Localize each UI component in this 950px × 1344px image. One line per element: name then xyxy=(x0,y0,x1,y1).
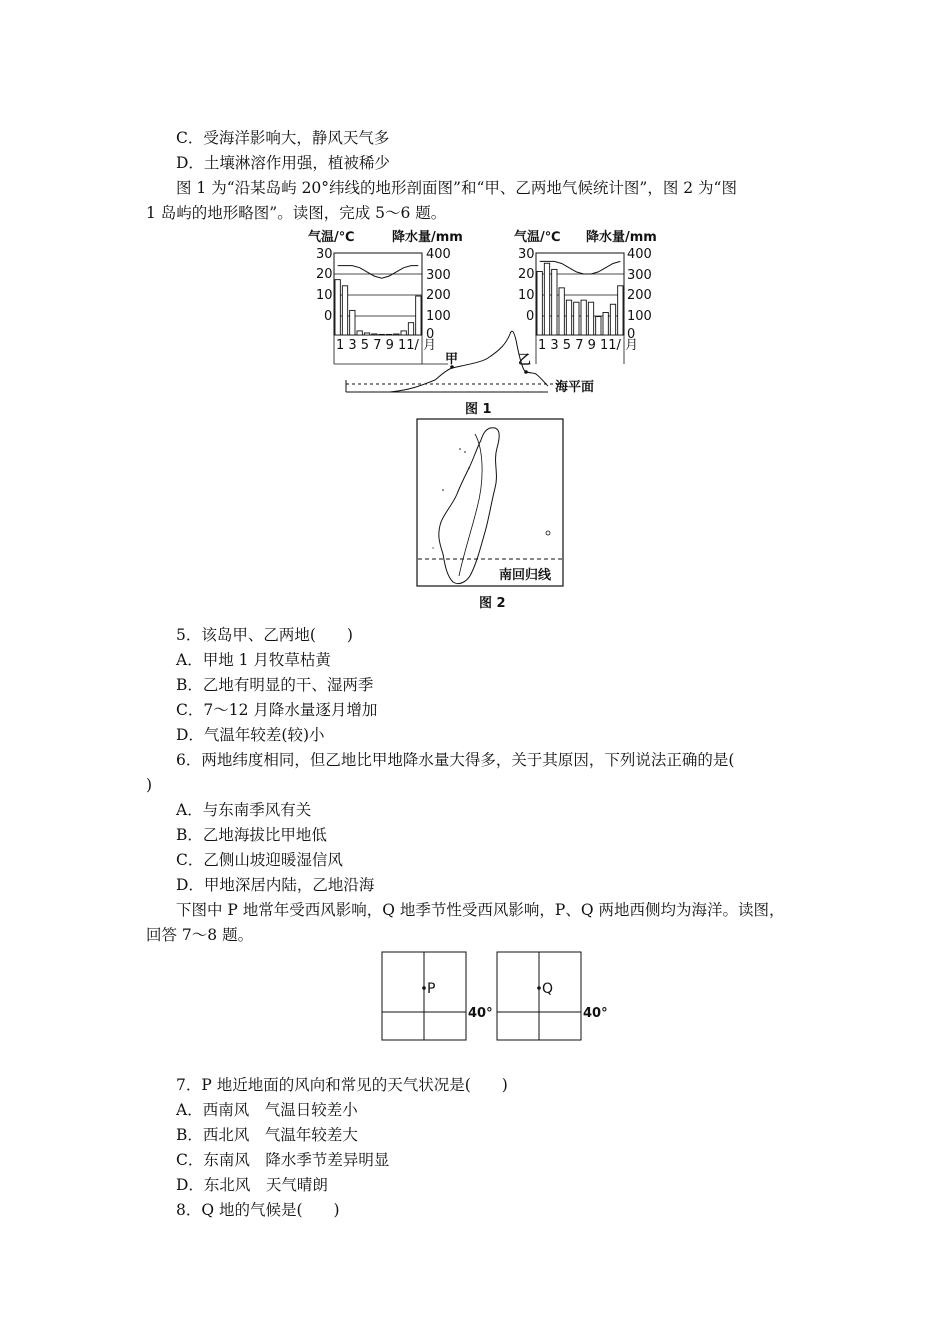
jia-rain-bar xyxy=(350,310,355,335)
yi-rain-bar xyxy=(596,317,601,335)
q6-option-d: D．甲地深居内陆，乙地沿海 xyxy=(176,876,375,894)
label-p: P xyxy=(427,981,436,997)
jia-rain-bar xyxy=(394,334,399,335)
q8-stem: 8．Q 地的气候是( ) xyxy=(176,1201,340,1219)
q5-option-c: C．7～12 月降水量逐月增加 xyxy=(176,701,378,719)
yi-rain-bar xyxy=(574,302,579,335)
jia-rain-bar xyxy=(386,334,391,335)
yi-rain-bar xyxy=(566,300,571,335)
yi-rain-bar xyxy=(552,269,557,335)
tropic-label: 南回归线 xyxy=(499,568,552,583)
left-rain-tick: 400 xyxy=(426,247,451,262)
jia-rain-bar xyxy=(342,286,347,335)
option-d-prev: D．土壤淋溶作用强，植被稀少 xyxy=(176,154,390,172)
jia-rain-bar xyxy=(379,334,384,335)
q6-stem: 6．两地纬度相同，但乙地比甲地降水量大得多，关于其原因，下列说法正确的是( xyxy=(176,751,735,769)
right-month-labels: 1 3 5 7 9 11/ 月 xyxy=(538,338,639,353)
yi-rain-bar xyxy=(537,271,542,335)
q6-stem-cont: ) xyxy=(146,776,153,794)
yi-rain-bar xyxy=(610,304,615,335)
label-q: Q xyxy=(542,981,554,997)
lat-label-right: 40° xyxy=(583,1006,608,1021)
jia-rain-bar xyxy=(357,331,362,335)
right-rain-label: 降水量/mm xyxy=(586,230,657,245)
left-temp-tick: 10 xyxy=(316,288,333,303)
lat-label-left: 40° xyxy=(468,1006,493,1021)
left-rain-tick: 200 xyxy=(426,288,451,303)
intro1-line2: 1 岛屿的地形略图”。读图，完成 5～6 题。 xyxy=(146,204,447,222)
right-rain-tick: 100 xyxy=(627,309,652,324)
figure-3-grids xyxy=(380,950,620,1042)
q7-stem: 7．P 地近地面的风向和常见的天气状况是( ) xyxy=(176,1076,508,1094)
yi-rain-bar xyxy=(618,286,623,335)
figure-2-caption: 图 2 xyxy=(479,596,506,611)
right-rain-tick: 300 xyxy=(627,268,652,283)
q5-option-a: A．甲地 1 月牧草枯黄 xyxy=(176,651,331,669)
intro2-line2: 回答 7～8 题。 xyxy=(146,926,254,944)
q6-option-b: B．乙地海拔比甲地低 xyxy=(176,826,327,844)
option-c-prev: C．受海洋影响大，静风天气多 xyxy=(176,129,390,147)
intro1-line1: 图 1 为“沿某岛屿 20°纬线的地形剖面图”和“甲、乙两地气候统计图”，图 2 为“图 xyxy=(176,179,737,197)
q6-option-a: A．与东南季风有关 xyxy=(176,801,312,819)
figure-1-caption: 图 1 xyxy=(465,402,492,417)
jia-rain-bar xyxy=(372,334,377,335)
yi-rain-bar xyxy=(581,300,586,335)
q7-option-a: A．西南风 气温日较差小 xyxy=(176,1101,358,1119)
left-temp-label: 气温/℃ xyxy=(308,230,355,245)
right-rain-tick: 0 xyxy=(627,327,636,342)
left-temp-tick: 30 xyxy=(316,247,333,262)
left-rain-tick: 0 xyxy=(426,327,435,342)
left-rain-tick: 300 xyxy=(426,268,451,283)
left-temp-tick: 0 xyxy=(324,309,333,324)
label-jia: 甲 xyxy=(445,352,459,367)
q7-option-d: D．东北风 天气晴朗 xyxy=(176,1176,328,1194)
jia-rain-bar xyxy=(401,331,406,335)
left-rain-tick: 100 xyxy=(426,309,451,324)
island-outline xyxy=(439,428,499,584)
left-temp-tick: 20 xyxy=(316,267,333,282)
right-rain-tick: 200 xyxy=(627,288,652,303)
jia-temp-line xyxy=(338,266,419,279)
jia-rain-bar xyxy=(364,333,369,335)
right-temp-tick: 20 xyxy=(518,267,535,282)
right-temp-label: 气温/℃ xyxy=(514,230,561,245)
right-temp-tick: 10 xyxy=(518,288,535,303)
intro2-line1: 下图中 P 地常年受西风影响，Q 地季节性受西风影响，P、Q 两地西侧均为海洋。读图， xyxy=(176,901,785,919)
yi-rain-bar xyxy=(559,288,564,335)
yi-rain-bar xyxy=(544,263,549,335)
q5-option-d: D．气温年较差(较)小 xyxy=(176,726,325,744)
jia-rain-bar xyxy=(335,280,340,335)
yi-rain-bar xyxy=(603,312,608,335)
q6-option-c: C．乙侧山坡迎暖湿信风 xyxy=(176,851,343,869)
figure-2-map xyxy=(415,418,565,588)
yi-rain-bar xyxy=(588,302,593,335)
figure-1 xyxy=(300,224,660,402)
q5-stem: 5．该岛甲、乙两地( ) xyxy=(176,626,353,644)
right-rain-tick: 400 xyxy=(627,247,652,262)
q7-option-b: B．西北风 气温年较差大 xyxy=(176,1126,358,1144)
left-month-labels: 1 3 5 7 9 11/ 月 xyxy=(336,338,437,353)
right-temp-tick: 30 xyxy=(518,247,535,262)
jia-rain-bar xyxy=(416,296,421,335)
left-rain-label: 降水量/mm xyxy=(392,230,463,245)
q5-option-b: B．乙地有明显的干、湿两季 xyxy=(176,676,374,694)
right-temp-tick: 0 xyxy=(526,309,535,324)
jia-rain-bar xyxy=(408,323,413,335)
sea-level-label: 海平面 xyxy=(555,380,595,395)
label-yi: 乙 xyxy=(518,353,532,368)
q7-option-c: C．东南风 降水季节差异明显 xyxy=(176,1151,390,1169)
